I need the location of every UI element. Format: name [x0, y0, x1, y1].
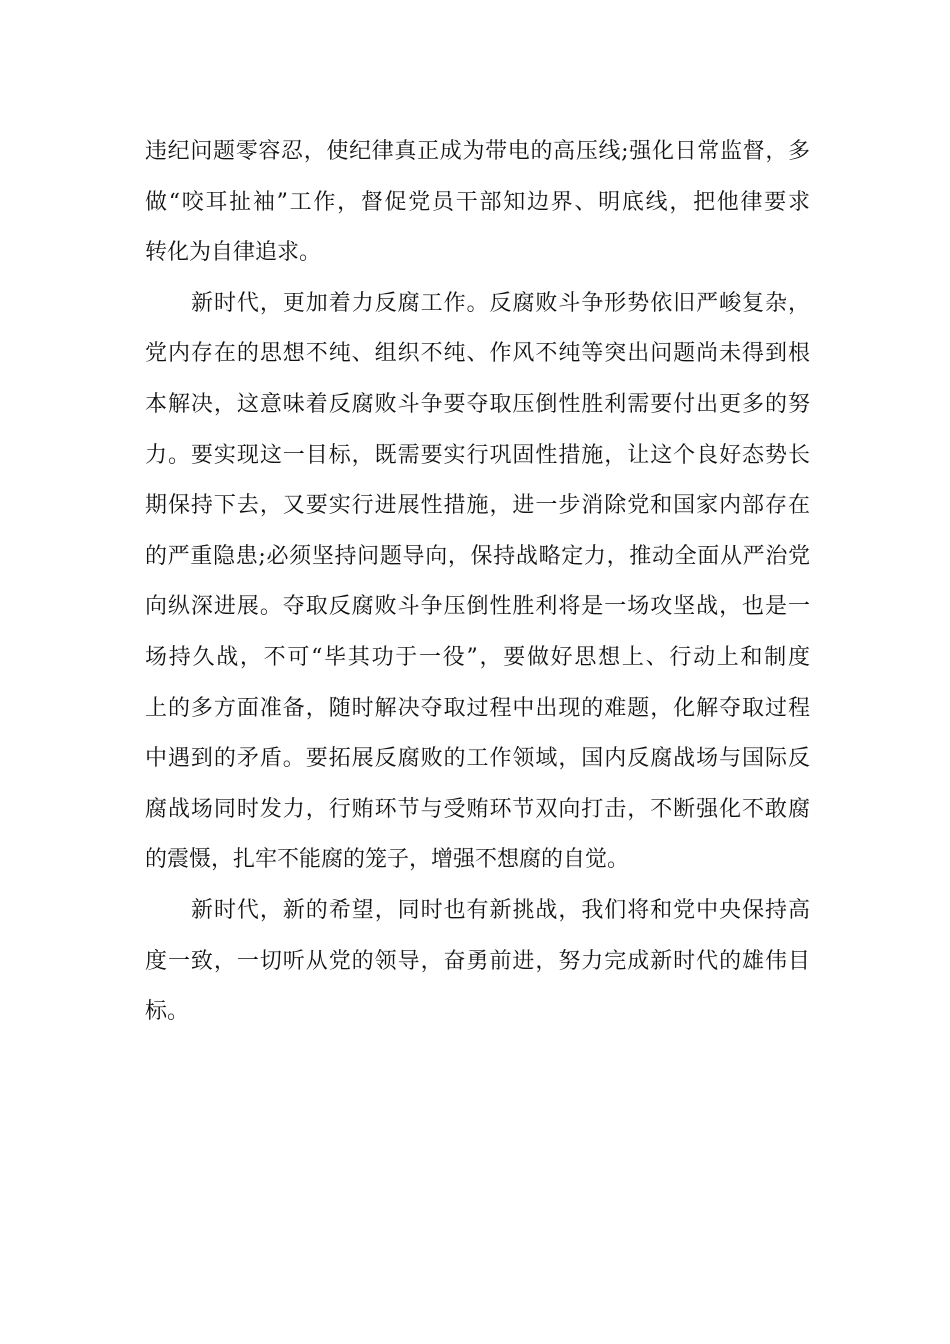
paragraph-line: 上的多方面准备，随时解决夺取过程中出现的难题，化解夺取过程 [145, 695, 810, 721]
paragraph-line: 期保持下去，又要实行进展性措施，进一步消除党和国家内部存在 [145, 493, 810, 519]
paragraph-line: 标。 [145, 999, 190, 1025]
paragraph-line: 向纵深进展。夺取反腐败斗争压倒性胜利将是一场攻坚战，也是一 [145, 594, 810, 620]
paragraph-line: 违纪问题零容忍，使纪律真正成为带电的高压线;强化日常监督，多 [145, 139, 810, 164]
paragraph-3 [145, 886, 810, 1038]
paragraph-line: 场持久战，不可“毕其功于一役”，要做好思想上、行动上和制度 [145, 644, 810, 670]
paragraph-line: 力。要实现这一目标，既需要实行巩固性措施，让这个良好态势长 [145, 442, 810, 468]
paragraph-line: 的震慑，扎牢不能腐的笼子，增强不想腐的自觉。 [145, 847, 630, 873]
paragraph-line: 腐战场同时发力，行贿环节与受贿环节双向打击，不断强化不敢腐 [145, 796, 810, 822]
paragraph-line: 本解决，这意味着反腐败斗争要夺取压倒性胜利需要付出更多的努 [145, 391, 810, 417]
paragraph-line: 新时代，更加着力反腐工作。反腐败斗争形势依旧严峻复杂， [191, 290, 810, 316]
paragraph-1 [145, 127, 810, 279]
document-body [145, 127, 810, 1038]
paragraph-line: 党内存在的思想不纯、组织不纯、作风不纯等突出问题尚未得到根 [145, 341, 810, 367]
paragraph-line: 做“咬耳扯袖”工作，督促党员干部知边界、明底线，把他律要求 [145, 189, 810, 215]
paragraph-2 [145, 279, 810, 886]
paragraph-line: 转化为自律追求。 [145, 240, 322, 266]
paragraph-line: 的严重隐患;必须坚持问题导向，保持战略定力，推动全面从严治党 [145, 543, 810, 569]
paragraph-line: 度一致，一切听从党的领导，奋勇前进，努力完成新时代的雄伟目 [145, 948, 810, 974]
paragraph-line: 中遇到的矛盾。要拓展反腐败的工作领域，国内反腐战场与国际反 [145, 746, 810, 772]
paragraph-line: 新时代，新的希望，同时也有新挑战，我们将和党中央保持高 [191, 897, 810, 923]
